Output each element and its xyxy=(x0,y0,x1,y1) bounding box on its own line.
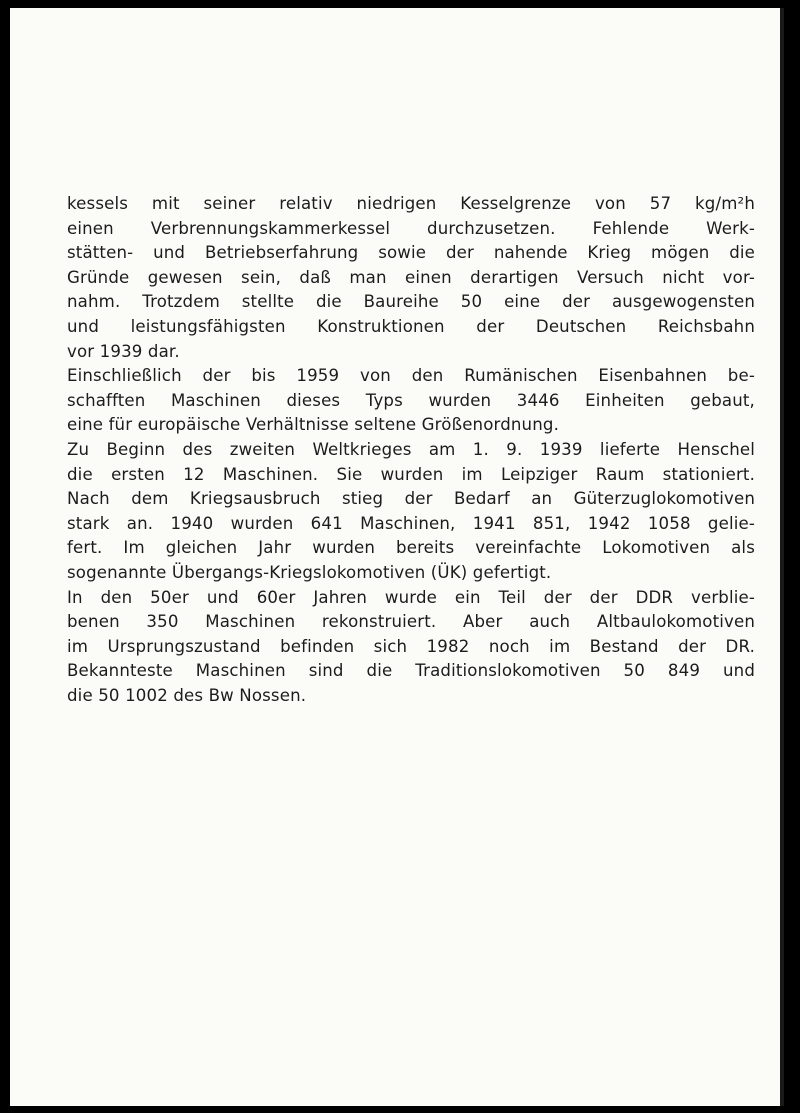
text-line: stätten- und Betriebserfahrung sowie der nahende Krieg mögen die xyxy=(67,243,755,263)
text-line: einen Verbrennungskammerkessel durchzusetzen. Fehlende Werk- xyxy=(67,218,755,238)
text-line: im Ursprungszustand befinden sich 1982 noch im Bestand der DR. xyxy=(67,636,755,656)
text-line: stark an. 1940 wurden 641 Maschinen, 1941 851, 1942 1058 gelie- xyxy=(67,513,755,533)
body-text xyxy=(67,192,755,708)
text-line: benen 350 Maschinen rekonstruiert. Aber auch Altbaulokomotiven xyxy=(67,612,755,632)
text-line: Nach dem Kriegsausbruch stieg der Bedarf an Güterzuglokomotiven xyxy=(67,489,755,509)
text-line: und leistungsfähigsten Konstruktionen der Deutschen Reichsbahn xyxy=(67,316,755,336)
text-line: kessels mit seiner relativ niedrigen Kesselgrenze von 57 kg/m²h xyxy=(67,194,755,213)
text-line: Bekannteste Maschinen sind die Traditionslokomotiven 50 849 und xyxy=(67,661,755,681)
text-line: sogenannte Übergangs-Kriegslokomotiven (ÜK) gefertigt. xyxy=(67,562,552,582)
text-line: In den 50er und 60er Jahren wurde ein Teil der der DDR verblie- xyxy=(67,587,755,607)
text-line: Gründe gewesen sein, daß man einen derartigen Versuch nicht vor- xyxy=(67,267,755,287)
text-line: nahm. Trotzdem stellte die Baureihe 50 eine der ausgewogensten xyxy=(67,292,755,312)
text-line: eine für europäische Verhältnisse seltene Größenordnung. xyxy=(67,415,559,435)
text-line: Einschließlich der bis 1959 von den Rumänischen Eisenbahnen be- xyxy=(67,366,755,386)
text-line: schafften Maschinen dieses Typs wurden 3446 Einheiten gebaut, xyxy=(67,390,755,410)
document-page xyxy=(10,8,780,1106)
text-line: die ersten 12 Maschinen. Sie wurden im Leipziger Raum stationiert. xyxy=(67,464,755,484)
text-line: die 50 1002 des Bw Nossen. xyxy=(67,685,307,705)
text-line: fert. Im gleichen Jahr wurden bereits vereinfachte Lokomotiven als xyxy=(67,538,755,558)
text-line: vor 1939 dar. xyxy=(67,341,180,361)
text-line: Zu Beginn des zweiten Weltkrieges am 1. 9. 1939 lieferte Henschel xyxy=(67,439,755,459)
